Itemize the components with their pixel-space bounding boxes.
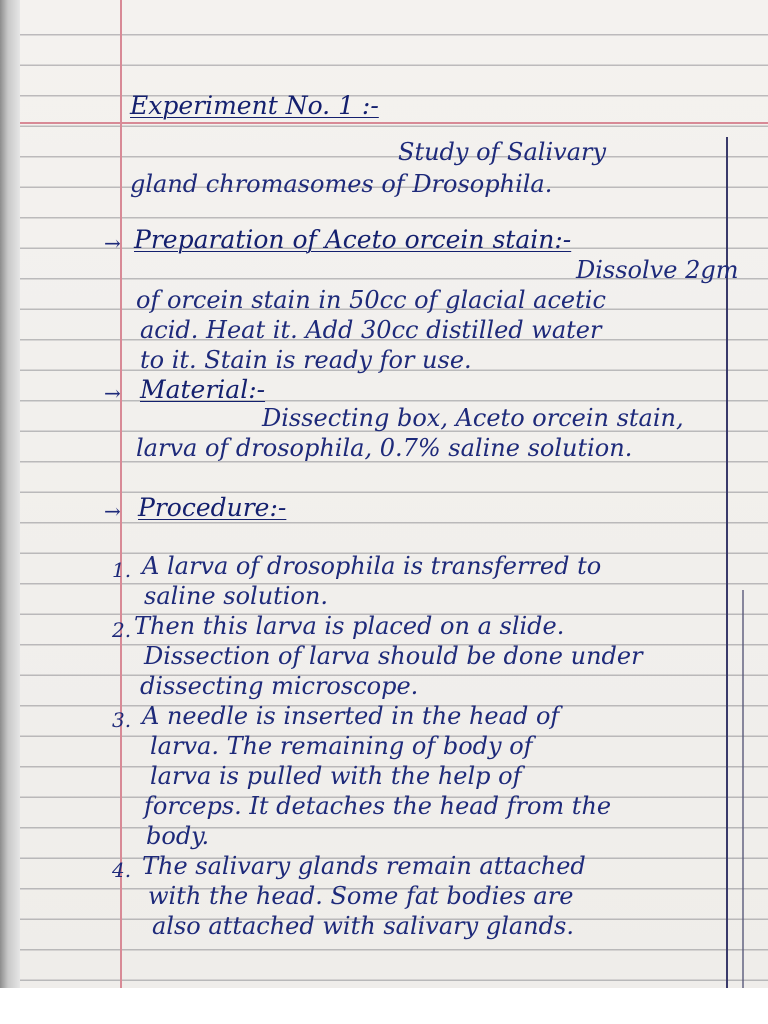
preparation-arrow-icon: →	[104, 231, 121, 255]
right-ink-margin-line-secondary	[742, 590, 744, 988]
top-margin-rule	[20, 122, 768, 124]
step-number: 3.	[112, 708, 132, 732]
step-number: 1.	[112, 558, 132, 582]
step-line: with the head. Some fat bodies are	[148, 882, 574, 910]
title-line-1: Study of Salivary	[398, 138, 607, 166]
material-heading: Material:-	[140, 375, 266, 404]
preparation-line: to it. Stain is ready for use.	[140, 346, 472, 374]
step-line: A larva of drosophila is transferred to	[142, 552, 602, 580]
procedure-heading: Procedure:-	[138, 493, 287, 522]
procedure-arrow-icon: →	[104, 499, 121, 523]
step-number: 2.	[112, 618, 132, 642]
material-arrow-icon: →	[104, 381, 121, 405]
step-line: saline solution.	[144, 582, 329, 610]
preparation-heading: Preparation of Aceto orcein stain:-	[134, 225, 572, 254]
experiment-title: Experiment No. 1 :-	[130, 91, 379, 120]
step-line: body.	[146, 822, 210, 850]
material-line: Dissecting box, Aceto orcein stain,	[262, 404, 684, 432]
left-margin-rule	[120, 0, 122, 988]
step-line: The salivary glands remain attached	[142, 852, 586, 880]
title-line-2: gland chromasomes of Drosophila.	[130, 170, 553, 198]
preparation-line: of orcein stain in 50cc of glacial acetic	[136, 286, 606, 314]
step-line: larva is pulled with the help of	[150, 762, 522, 790]
step-line: Dissection of larva should be done under	[144, 642, 643, 670]
step-line: also attached with salivary glands.	[152, 912, 574, 940]
step-line: A needle is inserted in the head of	[142, 702, 560, 730]
step-line: forceps. It detaches the head from the	[144, 792, 612, 820]
material-line: larva of drosophila, 0.7% saline solution.	[136, 434, 633, 462]
step-line: dissecting microscope.	[140, 672, 419, 700]
step-line: larva. The remaining of body of	[150, 732, 533, 760]
preparation-line: acid. Heat it. Add 30cc distilled water	[140, 316, 602, 344]
scan-bottom-border	[0, 988, 768, 1024]
step-number: 4.	[112, 858, 132, 882]
notebook-spine	[0, 0, 20, 988]
preparation-line: Dissolve 2gm	[576, 256, 739, 284]
step-line: Then this larva is placed on a slide.	[134, 612, 565, 640]
